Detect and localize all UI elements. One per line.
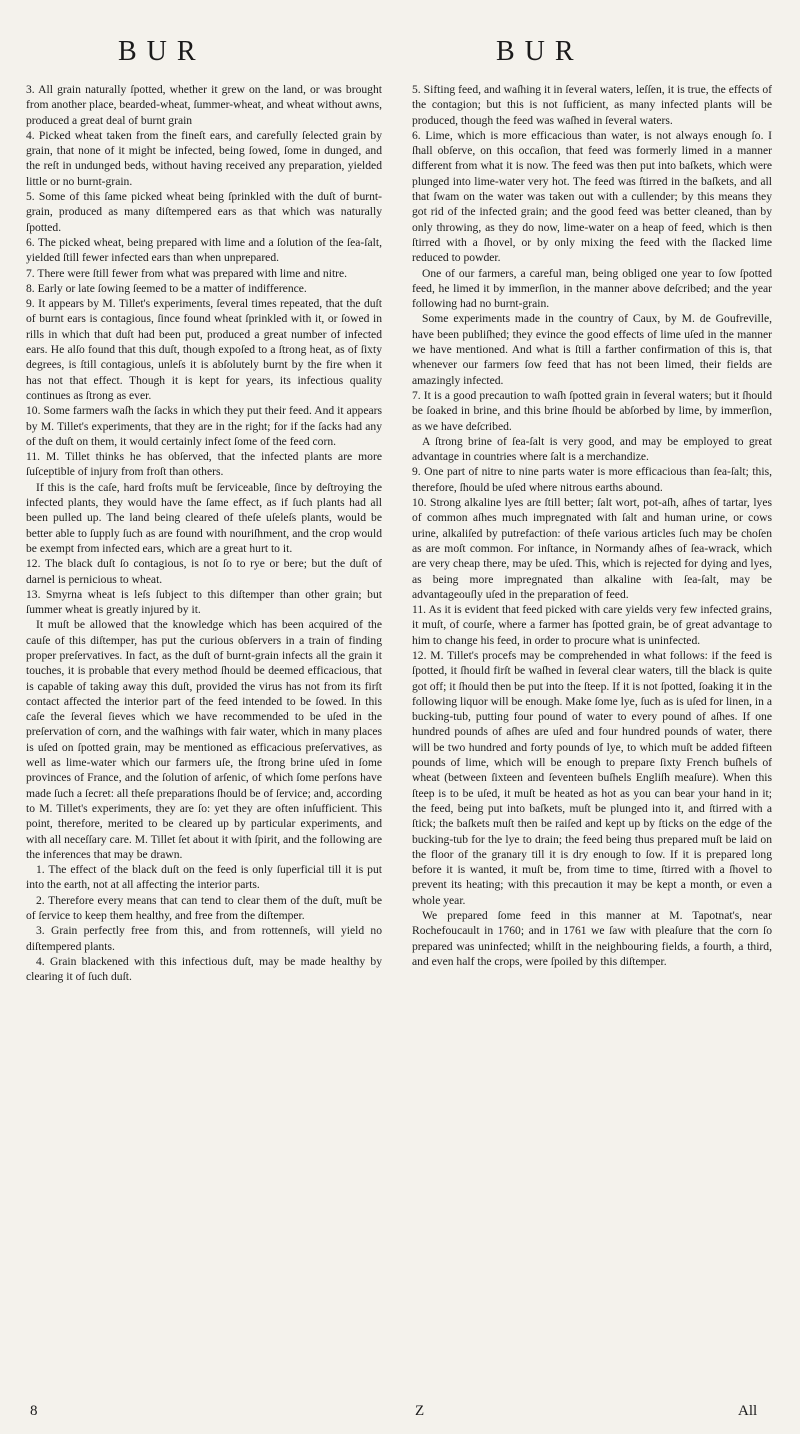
paragraph: If this is the caſe, hard froſts muſt be ſerviceable, ſince by deſtroying the infected plants, they would have the ſame effect, as if ſuch plants had all been pulled up. The land being cleared of theſe uſeleſs plants, would be better able to ſupply ſuch as are found with nouriſhment, and the crop would be exempt from infected ears, which are a great hurt to it. bbox=[26, 480, 382, 555]
paragraph: 7. It is a good precaution to waſh ſpotted grain in ſeveral waters; but it ſhould be ſoaked in brine, and this brine ſhould be abſorbed by lime, by immerſion, as we have deſcribed. bbox=[412, 388, 772, 433]
paragraph: It muſt be allowed that the knowledge which has been acquired of the cauſe of this diſtemper, has put the curious obſervers in a train of finding proper preſervatives. In fact, as the duſt of burnt-grain infects all the grain it touches, it is probable that every method ſhould be deemed efficacious, that is capable of taking away this duſt, provided the virus has not from its firſt contact affected the interior part of the feed intended to be ſowed. In this caſe the ſeveral ſieves which we have recommended to be uſed in the preſervation of corn, and the waſhings with fair water, which in many places is uſed on ſpotted grain, may be mentioned as efficacious preſervatives, as well as lime-water which our farmers uſe, the ſtrong brine uſed in ſome provinces of France, and the ſolution of arſenic, of which ſome perſons have made ſuch a ſecret: all theſe preparations ſhould be of ſervice; and, according to M. Tillet's experiments, they are ſo: yet they are often inſufficient. This point, therefore, merited to be cleared up by particular experiments, and with all neceſſary care. M. Tillet ſet about it with ſpirit, and the following are the inferences that may be drawn. bbox=[26, 618, 382, 861]
paragraph: 6. Lime, which is more efficacious than water, is not always enough ſo. I ſhall obſerve, on this occaſion, that feed was formerly limed in a manner different from what it is now. The feed was then put into baſkets, which were plunged into lime-water very hot. The feed was ſtirred in the baſkets, and all that ſwam on the water was taken out with a cullender; by this means they got rid of the infected grain; and the good feed was better cleaned, than by only throwing, as they do now, lime-water on a heap of feed, which is then ſtirred with a ſhovel, or by only mixing the feed with the ſlacked lime reduced to powder. bbox=[412, 128, 772, 265]
right-column bbox=[412, 82, 772, 969]
paragraph: 12. M. Tillet's procefs may be comprehended in what follows: if the feed is ſpotted, it ſhould firſt be waſhed in ſeveral clear waters, till the black is quite got off; it ſhould then be put into the ſteep. If it is not ſpotted, ſoaking it in the following liquor will be enough. Make ſome lye, ſuch as is uſed for linen, in a bucking-tub, putting four pound of water to every pound of aſhes. If one hundred pounds of aſhes are uſed and four hundred pounds of water, there will be two hundred and forty pounds of lye, to which muſt be added fifteen pounds of lime, which will be enough to prepare ſixty French buſhels of wheat (between ſixteen and ſeventeen buſhels Engliſh meaſure). When this ſteep is to be uſed, it muſt be heated as hot as you can bear your hand in it; the feed, being put into baſkets, muſt be plunged into it, and ſtirred with a ſtick; the baſkets muſt then be raiſed and kept up by ſticks on the edge of the bucking-tub for the lye to drain; the feed being thus prepared muſt be laid on the floor of the granary till it is dry enough to ſow. If it is prepared long before it is wanted, it muſt be, from time to time, ſtirred with a ſhovel to prevent its heating; with this precaution it may be kept a month, or even a whole year. bbox=[412, 648, 772, 907]
paragraph: One of our farmers, a careful man, being obliged one year to ſow ſpotted feed, he limed it by immerſion, in the manner above deſcribed; and the year following had no burnt-grain. bbox=[412, 266, 772, 311]
catchword: All bbox=[738, 1403, 758, 1419]
paragraph: 3. Grain perfectly free from this, and from rottenneſs, will yield no diſtempered plants. bbox=[26, 924, 382, 953]
paragraph: Some experiments made in the country of Caux, by M. de Goufreville, have been publiſhed; they evince the good effects of lime uſed in the manner we have mentioned. And what is ſtill a farther confirmation of this is, that whenever our farmers ſow feed that has not been limed, their fields are amazingly infected. bbox=[412, 312, 772, 387]
paragraph: 11. M. Tillet thinks he has obſerved, that the infected plants are more ſuſceptible of injury from froſt than others. bbox=[26, 450, 382, 479]
left-column bbox=[26, 82, 382, 985]
paragraph: 13. Smyrna wheat is leſs ſubject to this diſtemper than other grain; but ſummer wheat is greatly injured by it. bbox=[26, 587, 382, 617]
paragraph: 12. The black duſt ſo contagious, is not ſo to rye or bere; but the duſt of darnel is pernicious to wheat. bbox=[26, 557, 382, 586]
paragraph: 9. One part of nitre to nine parts water is more efficacious than ſea-ſalt; this, therefore, ſhould be uſed where nitrous earths abound. bbox=[412, 465, 772, 494]
running-head-left: BUR bbox=[118, 36, 206, 67]
paragraph: 3. All grain naturally ſpotted, whether it grew on the land, or was brought from another place, bearded-wheat, ſummer-wheat, and wheat without awns, produced a great deal of burnt grain bbox=[26, 83, 382, 127]
paragraph: 1. The effect of the black duſt on the feed is only ſuperficial till it is put into the earth, not at all affecting the interior parts. bbox=[26, 863, 382, 892]
page-number: 8 bbox=[30, 1403, 38, 1419]
paragraph: 6. The picked wheat, being prepared with lime and a ſolution of the ſea-ſalt, yielded ſtill fewer infected ears than when unprepared. bbox=[26, 235, 382, 265]
paragraph: 11. As it is evident that feed picked with care yields very few infected grains, it muſt, of courſe, where a farmer has ſpotted grain, be of great advantage to him to change his feed, in order to procure what is uninfected. bbox=[412, 603, 772, 647]
paragraph: 10. Some farmers waſh the ſacks in which they put their feed. And it appears by M. Tillet's experiments, that they are in the right; for if the ſacks had any of the duſt on them, it would certainly infect ſome of the feed corn. bbox=[26, 404, 382, 448]
signature-mark: Z bbox=[415, 1403, 425, 1419]
paragraph: 7. There were ſtill fewer from what was prepared with lime and nitre. bbox=[26, 266, 348, 280]
paragraph: 5. Some of this ſame picked wheat being ſprinkled with the duſt of burnt-grain, produced as many diſtempered ears as that which was naturally ſpotted. bbox=[26, 190, 382, 234]
paragraph: 5. Sifting feed, and waſhing it in ſeveral waters, leſſen, it is true, the effects of the contagion; but this is not ſufficient, as many infected plants will be produced, though the feed was waſhed in ſeveral waters. bbox=[412, 83, 772, 127]
paragraph: We prepared ſome feed in this manner at M. Tapotnat's, near Rochefoucault in 1760; and in 1761 we ſaw with pleaſure that the corn ſo prepared was uninfected; whilſt in the neighbouring fields, a fourth, a third, and even half the crops, were ſpoiled by this diſtemper. bbox=[412, 909, 772, 968]
paragraph: 8. Early or late ſowing ſeemed to be a matter of indifference. bbox=[26, 281, 307, 295]
running-head-right: BUR bbox=[496, 36, 584, 67]
paragraph: 10. Strong alkaline lyes are ſtill better; ſalt wort, pot-aſh, aſhes of tartar, lyes of common aſhes much impregnated with ſalt and human urine, or cows urine, alkaliſed by putrefaction: of theſe various articles ſuch may be choſen as are moſt common. For inſtance, in Normandy aſhes of ſea-wrack, which are very cheap there, may be uſed. This, which is rejected for dying and lyes, as being more impregnated than alkaline with ſea-ſalt, may be advantageouſly uſed in the preparation of feed. bbox=[412, 496, 772, 601]
paragraph: 4. Picked wheat taken from the fineſt ears, and carefully ſelected grain by grain, that none of it might be infected, being ſowed, ſome in dunged, and the reſt in undunged beds, without having received any preparation, yielded little or no burnt-grain. bbox=[26, 128, 382, 188]
paragraph: 2. Therefore every means that can tend to clear them of the duſt, muſt be of ſervice to keep them healthy, and free from the diſtemper. bbox=[26, 893, 382, 923]
paragraph: A ſtrong brine of ſea-ſalt is very good, and may be employed to great advantage in countries where ſalt is a merchandize. bbox=[412, 434, 772, 464]
paragraph: 4. Grain blackened with this infectious duſt, may be made healthy by clearing it of ſuch duſt. bbox=[26, 954, 382, 984]
paragraph: 9. It appears by M. Tillet's experiments, ſeveral times repeated, that the duſt of burnt ears is contagious, ſince found wheat ſprinkled with it, or ſowed in rills in which that duſt had been put, produced a great number of infected ears. He alſo found that this duſt, though expoſed to a ſtrong heat, as of ſixty degrees, is ſtill contagious, unleſs it is abſolutely burnt by the fire when it has not that effect. Though it is kept for years, its infectious quality continues as ſtrong as ever. bbox=[26, 297, 382, 402]
